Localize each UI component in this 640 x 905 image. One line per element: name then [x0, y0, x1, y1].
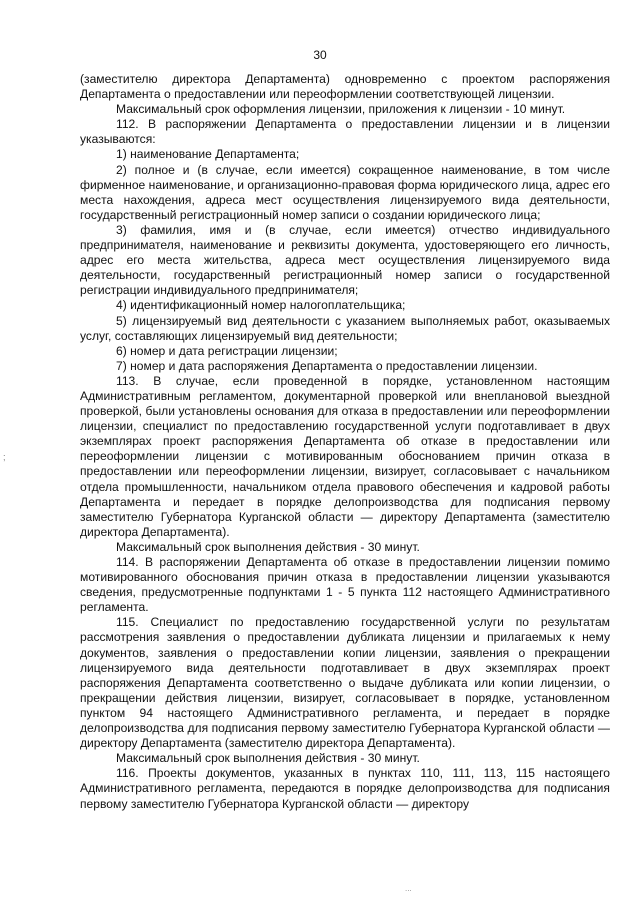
list-item-112-3: 3) фамилия, имя и (в случае, если имеется) отчество индивидуального предпринимателя, наименование и реквизиты документа, удостоверяющего его личность, адрес его места жительства, адреса мест осуществления лицензируемого вида деятельности, государственный регистрационный номер записи о государственной регистрации индивидуального предпринимателя; [80, 222, 610, 298]
paragraph-113: 113. В случае, если проведенной в порядке, установленном настоящим Административным регламентом, документарной проверкой или внеплановой выездной проверкой, были установлены основания для отказа в предоставлении или переоформлении лицензии, специалист по предоставлению государственной услуги подготавливает в двух экземплярах проект распоряжения Департамента об отказе в предоставлении или переоформлении лицензии с мотивированным обоснованием причин отказа в предоставлении или переоформлении лицензии, визирует, согласовывает с начальником отдела промышленности, начальником отдела правового обеспечения и кадровой работы Департамента и передает в порядке делопроизводства для подписания первому заместителю Губернатора Курганской области — директору Департамента (заместителю директора Департамента). [80, 373, 610, 539]
paragraph-max-term-115: Максимальный срок выполнения действия - 30 минут. [116, 751, 420, 766]
paragraph-114: 114. В распоряжении Департамента об отказе в предоставлении лицензии помимо мотивированного обоснования причин отказа в предоставлении лицензии указываются сведения, предусмотренные подпунктами 1 - 5 пункта 112 настоящего Административного регламента. [80, 555, 610, 615]
document-body [80, 72, 610, 812]
list-item-112-6: 6) номер и дата регистрации лицензии; [116, 343, 338, 358]
page-number: 30 [313, 48, 327, 62]
list-item-112-1: 1) наименование Департамента; [116, 147, 300, 162]
paragraph-112: 112. В распоряжении Департамента о предоставлении лицензии и в лицензии указываются: [80, 117, 610, 147]
paragraph-max-term-113: Максимальный срок выполнения действия - 30 минут. [116, 539, 420, 554]
list-item-112-2: 2) полное и (в случае, если имеется) сокращенное наименование, в том числе фирменное наименование, и организационно-правовая форма юридического лица, адрес его места нахождения, адреса мест осуществления лицензируемого вида деятельности, государственный регистрационный номер записи о создании юридического лица; [80, 162, 610, 222]
margin-mark: ; [3, 452, 6, 462]
paragraph-max-term-license: Максимальный срок оформления лицензии, приложения к лицензии - 10 минут. [116, 102, 566, 117]
list-item-112-5: 5) лицензируемый вид деятельности с указанием выполняемых работ, оказываемых услуг, составляющих лицензируемый вид деятельности; [80, 313, 610, 343]
footer-mark: ... [405, 884, 412, 893]
list-item-112-4: 4) идентификационный номер налогоплательщика; [116, 298, 406, 313]
paragraph-115: 115. Специалист по предоставлению государственной услуги по результатам рассмотрения заявления о предоставлении дубликата лицензии и прилагаемых к нему документов, заявления о предоставлении копии лицензии, заявления о прекращении лицензируемого вида деятельности подготавливает в двух экземплярах проект распоряжения Департамента соответственно о выдаче дубликата или копии лицензии, о прекращении действия лицензии, визирует, согласовывает в порядке, установленном пунктом 94 настоящего Административного регламента, и передает в порядке делопроизводства для подписания первому заместителю Губернатора Курганской области — директору Департамента (заместителю директора Департамента). [80, 615, 610, 751]
paragraph-continuation: (заместителю директора Департамента) одновременно с проектом распоряжения Департамента о предоставлении или переоформлении соответствующей лицензии. [80, 72, 610, 102]
paragraph-116: 116. Проекты документов, указанных в пунктах 110, 111, 113, 115 настоящего Административного регламента, передаются в порядке делопроизводства для подписания первому заместителю Губернатора Курганской области — директору [80, 766, 610, 811]
list-item-112-7: 7) номер и дата распоряжения Департамента о предоставлении лицензии. [116, 358, 538, 373]
